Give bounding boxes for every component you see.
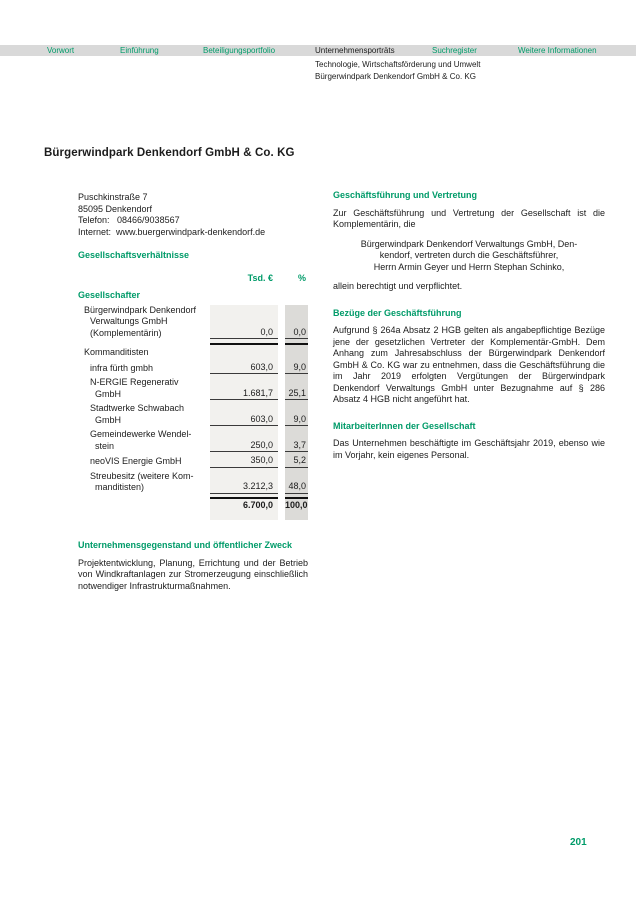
row-value-tsd: 0,0	[210, 327, 278, 340]
shareholder-table	[78, 273, 308, 521]
row-label: Bürgerwindpark Denkendorf	[84, 304, 197, 315]
row-label: GmbH	[95, 388, 122, 399]
table-row	[78, 362, 308, 375]
column-header-pct: %	[297, 272, 306, 283]
row-value-pct: 25,1	[285, 388, 308, 401]
row-label: N-ERGIE Regenerativ	[90, 377, 179, 387]
row-label: stein	[95, 440, 115, 451]
address-block	[78, 192, 308, 238]
row-label: Gemeindewerke Wendel-	[90, 429, 192, 439]
nav-item-unternehmensportraets[interactable]: Unternehmensporträts	[315, 46, 395, 55]
address-street: Puschkinstraße 7	[78, 192, 148, 202]
row-value-tsd: 603,0	[210, 414, 278, 427]
geschaeftsfuehrung-intro: Zur Geschäftsführung und Vertretung der Gesellschaft ist die Komplementärin, die	[333, 207, 605, 229]
mitarbeiter-text: Das Unternehmen beschäftigte im Geschäftsjahr 2019, ebenso wie im Vorjahr, kein eigenes Personal.	[333, 438, 605, 460]
table-header-row	[78, 273, 308, 285]
row-value-tsd: 250,0	[210, 440, 278, 453]
table-row	[78, 347, 308, 359]
table-row	[78, 455, 308, 468]
row-value-pct: 3,7	[285, 440, 308, 453]
row-value-pct: 48,0	[285, 481, 308, 494]
table-body	[78, 305, 308, 521]
row-value-tsd: 603,0	[210, 362, 278, 375]
row-value-tsd: 350,0	[210, 455, 278, 468]
company-block-line: Bürgerwindpark Denkendorf Verwaltungs GmbH, Den-	[360, 238, 578, 249]
right-column	[333, 190, 605, 469]
breadcrumb	[315, 59, 480, 82]
page-number: 201	[570, 837, 587, 848]
table-group-header: Gesellschafter	[78, 290, 141, 300]
column-header-tsd: Tsd. €	[247, 272, 273, 283]
unternehmensgegenstand-text: Projektentwicklung, Planung, Errichtung und der Betrieb von Windkraftanlagen zur Stromerzeugung einschließlich notwendiger Infrastrukturmaßnahmen.	[78, 557, 308, 591]
row-value-tsd: 3.212,3	[210, 481, 278, 494]
row-label: neoVIS Energie GmbH	[90, 456, 182, 466]
row-value-pct: 9,0	[285, 414, 308, 427]
nav-item-beteiligungsportfolio[interactable]: Beteiligungsportfolio	[203, 46, 276, 55]
row-value-tsd: 1.681,7	[210, 388, 278, 401]
total-value-pct: 100,0	[285, 497, 308, 514]
address-phone: Telefon: 08466/9038567	[78, 215, 180, 225]
bezuege-text: Aufgrund § 264a Absatz 2 HGB gelten als angabepflichtige Bezüge jene der gesetzlichen Vertreter der Komplementär-GmbH. Dem Anhang zum Jahresabschluss der Bürgerwindpark Denkendorf GmbH & Co. KG war zu entnehmen, dass die Geschäftsführung die im Jahr 2019 erfolgten Vergütungen der Bürgerwindpark Denkendorf Verwaltungs GmbH unter Bezugnahme auf § 286 Absatz 4 HGB nicht angeführt hat.	[333, 325, 605, 404]
row-value-pct: 0,0	[285, 327, 308, 340]
nav-item-weitere-informationen[interactable]: Weitere Informationen	[518, 46, 597, 55]
nav-item-einfuehrung[interactable]: Einführung	[120, 46, 159, 55]
row-label: Kommanditisten	[84, 347, 149, 357]
company-block-line: kendorf, vertreten durch die Geschäftsführer,	[379, 250, 559, 260]
row-value-pct: 9,0	[285, 362, 308, 375]
geschaeftsfuehrung-outro: allein berechtigt und verpflichtet.	[333, 281, 463, 291]
table-row	[78, 377, 308, 400]
table-row	[78, 305, 308, 340]
section-heading-unternehmensgegenstand: Unternehmensgegenstand und öffentlicher Zweck	[78, 540, 293, 550]
section-heading-geschaeftsfuehrung: Geschäftsführung und Vertretung	[333, 190, 478, 200]
nav-item-suchregister[interactable]: Suchregister	[432, 46, 477, 55]
page-title: Bürgerwindpark Denkendorf GmbH & Co. KG	[44, 147, 295, 159]
breadcrumb-company: Bürgerwindpark Denkendorf GmbH & Co. KG	[315, 71, 476, 81]
address-city: 85095 Denkendorf	[78, 203, 153, 214]
table-row	[78, 429, 308, 452]
section-heading-mitarbeiter: MitarbeiterInnen der Gesellschaft	[333, 420, 476, 431]
row-label: Stadtwerke Schwabach	[90, 403, 185, 413]
nav-item-vorwort[interactable]: Vorwort	[47, 46, 75, 55]
section-heading-bezuege: Bezüge der Geschäftsführung	[333, 307, 462, 318]
section-heading-gesellschaftsverhaeltnisse: Gesellschaftsverhältnisse	[78, 250, 190, 260]
table-total-row	[78, 497, 308, 514]
total-value-tsd: 6.700,0	[210, 497, 278, 514]
row-value-pct: 5,2	[285, 455, 308, 468]
row-label: infra fürth gmbh	[90, 362, 154, 373]
group-separator-rule	[78, 342, 308, 345]
address-website: Internet: www.buergerwindpark-denkendorf.de	[78, 226, 266, 237]
table-row	[78, 403, 308, 426]
table-row	[78, 471, 308, 494]
row-label: Streubesitz (weitere Kom-	[90, 470, 194, 481]
geschaeftsfuehrung-company-block	[333, 239, 605, 274]
row-label: Verwaltungs GmbH	[90, 316, 168, 326]
company-block-line: Herrn Armin Geyer und Herrn Stephan Schinko,	[373, 261, 565, 272]
left-column	[78, 192, 308, 600]
top-nav-bar	[0, 45, 636, 56]
row-label: GmbH	[95, 414, 122, 425]
row-label: manditisten)	[95, 482, 145, 492]
row-label: (Komplementärin)	[90, 327, 162, 338]
breadcrumb-category: Technologie, Wirtschaftsförderung und Umwelt	[315, 60, 481, 69]
